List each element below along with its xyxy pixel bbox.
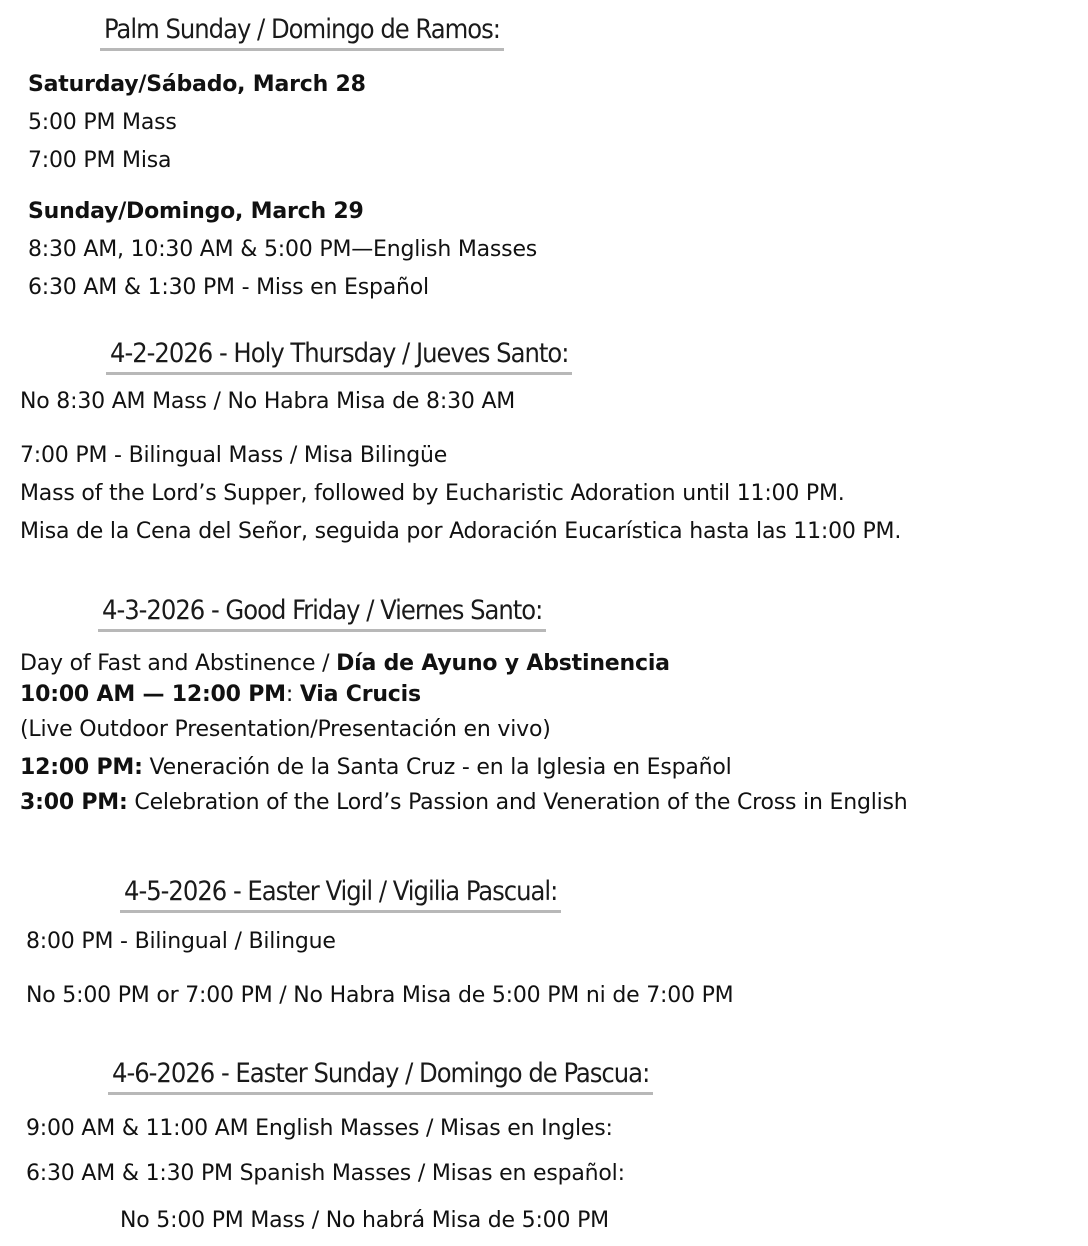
veneration-time: 12:00 PM: (20, 755, 143, 780)
sunday-mass-1: 8:30 AM, 10:30 AM & 5:00 PM—English Masses (28, 237, 538, 262)
holy-thursday-heading-text: 4-2-2026 - Holy Thursday / Jueves Santo: (110, 338, 569, 369)
saturday-title: Saturday/Sábado, March 28 (28, 72, 366, 97)
via-crucis-title: Via Crucis (299, 682, 421, 707)
heading-underline (106, 372, 572, 375)
vigil-line-2: No 5:00 PM or 7:00 PM / No Habra Misa de 5:00 PM ni de 7:00 PM (26, 983, 734, 1008)
palm-sunday-heading (104, 14, 500, 45)
saturday-mass-1: 5:00 PM Mass (28, 110, 177, 135)
good-friday-heading-text: 4-3-2026 - Good Friday / Viernes Santo: (102, 595, 543, 626)
fast-line (20, 649, 670, 679)
thursday-line-1: No 8:30 AM Mass / No Habra Misa de 8:30 AM (20, 389, 516, 414)
thursday-line-4: Misa de la Cena del Señor, seguida por Adoración Eucarística hasta las 11:00 PM. (20, 519, 902, 544)
fast-spanish: Día de Ayuno y Abstinencia (336, 651, 670, 676)
vigil-line-1: 8:00 PM - Bilingual / Bilingue (26, 929, 336, 954)
veneration-text: Veneración de la Santa Cruz - en la Iglesia en Español (142, 755, 732, 780)
thursday-line-2: 7:00 PM - Bilingual Mass / Misa Bilingüe (20, 443, 448, 468)
heading-underline (100, 48, 504, 51)
sunday-mass-2: 6:30 AM & 1:30 PM - Miss en Español (28, 275, 429, 300)
easter-line-3: No 5:00 PM Mass / No habrá Misa de 5:00 PM (120, 1208, 609, 1233)
heading-underline (108, 1092, 653, 1095)
easter-vigil-heading-text: 4-5-2026 - Easter Vigil / Vigilia Pascual: (124, 876, 558, 907)
easter-line-2: 6:30 AM & 1:30 PM Spanish Masses / Misas en español: (26, 1161, 625, 1186)
via-crucis-time: 10:00 AM — 12:00 PM (20, 682, 286, 707)
palm-sunday-heading-text: Palm Sunday / Domingo de Ramos: (104, 14, 500, 45)
passion-text: Celebration of the Lord’s Passion and Veneration of the Cross in English (127, 790, 908, 815)
via-crucis-note: (Live Outdoor Presentation/Presentación en vivo) (20, 717, 551, 742)
passion-time: 3:00 PM: (20, 790, 128, 815)
via-crucis-separator: : (285, 682, 300, 707)
thursday-line-3: Mass of the Lord’s Supper, followed by Eucharistic Adoration until 11:00 PM. (20, 481, 845, 506)
easter-sunday-heading-text: 4-6-2026 - Easter Sunday / Domingo de Pascua: (112, 1058, 650, 1089)
veneration-line (20, 753, 732, 783)
holy-thursday-heading (110, 338, 568, 369)
heading-underline (120, 910, 561, 913)
easter-sunday-heading (112, 1058, 649, 1089)
fast-english: Day of Fast and Abstinence / (20, 651, 337, 676)
sunday-title: Sunday/Domingo, March 29 (28, 199, 364, 224)
heading-underline (98, 629, 546, 632)
passion-line (20, 788, 908, 818)
via-crucis-line (20, 680, 421, 710)
saturday-mass-2: 7:00 PM Misa (28, 148, 172, 173)
easter-vigil-heading (124, 876, 557, 907)
good-friday-heading (102, 595, 542, 626)
easter-line-1: 9:00 AM & 11:00 AM English Masses / Misas en Ingles: (26, 1116, 613, 1141)
